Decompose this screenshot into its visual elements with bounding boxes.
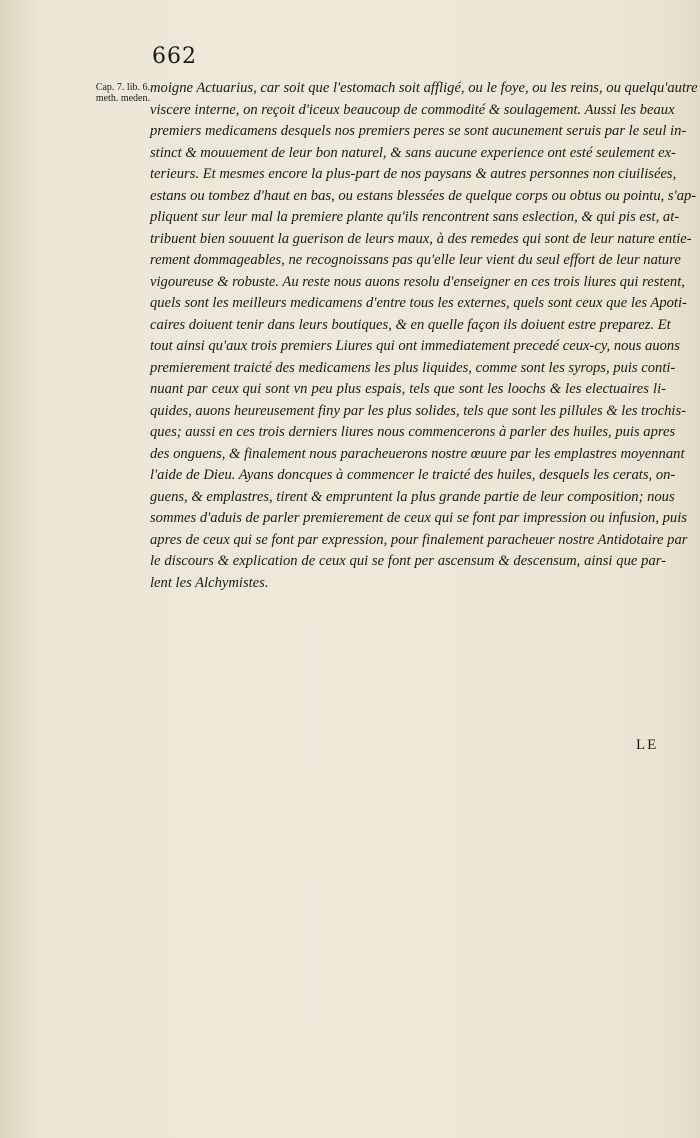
text-line: quels sont les meilleurs medicamens d'entre tous les externes, quels sont ceux que les Apoti-	[150, 295, 687, 311]
text-line: le discours & explication de ceux qui se font per ascensum & descensum, ainsi que par-	[150, 553, 666, 569]
text-line: sommes d'aduis de parler premierement de ceux qui se font par impression ou infusion, puis	[150, 510, 687, 526]
text-line: pliquent sur leur mal la premiere plante qu'ils rencontrent sans eslection, & qui pis est, at-	[150, 209, 680, 225]
text-line: apres de ceux qui se font par expression, pour finalement paracheuer nostre Antidotaire par	[150, 531, 688, 548]
text-line: nuant par ceux qui sont vn peu plus espais, tels que sont les loochs & les electuaires li-	[150, 381, 666, 397]
text-line: premierement traicté des medicamens les plus liquides, comme sont les syrops, puis conti-	[150, 359, 676, 376]
text-line: lent les Alchymistes.	[150, 574, 269, 591]
text-line: caires doiuent tenir dans leurs boutiques, & en quelle façon ils doiuent estre preparez. Et	[150, 316, 671, 333]
text-line: premiers medicamens desquels nos premiers peres se sont aucunement seruis par le seul in-	[150, 123, 687, 139]
margin-note-line: Cap. 7. lib. 6.	[95, 82, 150, 93]
catchword: LE	[636, 737, 659, 753]
text-line: rement dommageables, ne recognoissans pas qu'elle leur vient du seul effort de leur nature	[150, 252, 681, 268]
text-line: l'aide de Dieu. Ayans doncques à commencer le traicté des huiles, desquels les cerats, on-	[150, 467, 676, 483]
text-line: stinct & mouuement de leur bon naturel, & sans aucune experience ont esté seulement ex-	[150, 144, 676, 161]
text-line: guens, & emplastres, tirent & empruntent la plus grande partie de leur composition; nous	[150, 488, 675, 505]
text-line: viscere interne, on reçoit d'iceux beaucoup de commodité & soulagement. Aussi les beaux	[150, 101, 675, 118]
page-number: 662	[152, 44, 197, 69]
text-line: terieurs. Et mesmes encore la plus-part de nos paysans & autres personnes non ciuilisées,	[150, 166, 677, 182]
text-line: moigne Actuarius, car soit que l'estomach soit affligé, ou le foye, ou les reins, ou quelqu'autre	[150, 80, 698, 96]
text-line: vigoureuse & robuste. Au reste nous auons resolu d'enseigner en ces trois liures qui restent,	[150, 273, 685, 290]
text-line: tout ainsi qu'aux trois premiers Liures qui ont immediatement precedé ceux-cy, nous auons	[150, 338, 680, 354]
text-line: quides, auons heureusement finy par les plus solides, tels que sont les pillules & les trochis-	[150, 402, 686, 419]
text-line: estans ou tombez d'haut en bas, ou estans blessées de quelque corps ou obtus ou pointu, s'ap-	[150, 187, 697, 204]
text-line: des onguens, & finalement nous paracheuerons nostre œuure par les emplastres moyennant	[150, 445, 685, 462]
margin-note	[86, 82, 150, 104]
body-paragraph	[150, 78, 698, 594]
margin-note-line: meth. meden.	[95, 93, 150, 104]
text-line: tribuent bien souuent la guerison de leurs maux, à des remedes qui sont de leur nature entie-	[150, 230, 692, 247]
text-line: ques; aussi en ces trois derniers liures nous commencerons à parler des huiles, puis apres	[150, 424, 676, 440]
